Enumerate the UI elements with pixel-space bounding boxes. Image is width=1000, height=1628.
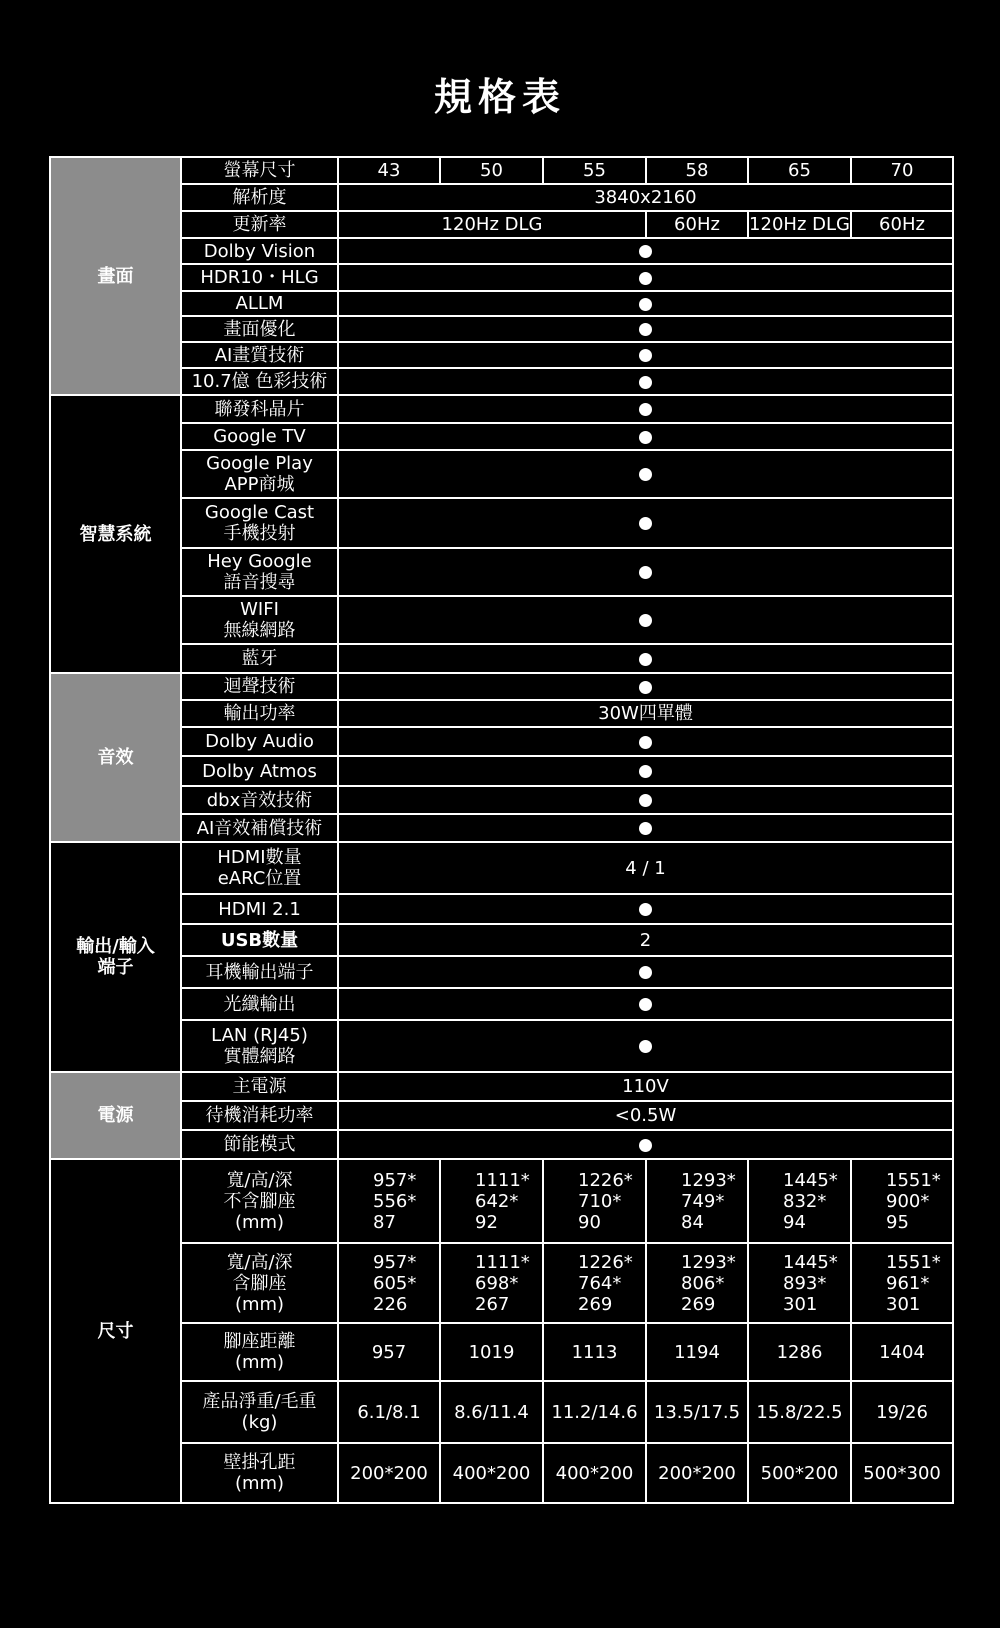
refresh-value-43-55: 120Hz DLG <box>338 211 646 238</box>
weight-43: 6.1/8.1 <box>338 1381 440 1443</box>
dimensions-stand-50: 1111* 698* 267 <box>440 1243 543 1323</box>
vesa-50: 400*200 <box>440 1443 543 1503</box>
google-cast-label: Google Cast 手機投射 <box>181 498 338 548</box>
size-65: 65 <box>748 157 851 184</box>
dbx-label: dbx音效技術 <box>181 786 338 814</box>
resolution-value: 3840x2160 <box>338 184 953 211</box>
supported-dot-icon <box>639 431 652 444</box>
standby-power-value: <0.5W <box>338 1101 953 1130</box>
supported-dot-icon <box>639 272 652 285</box>
main-power-value: 110V <box>338 1072 953 1101</box>
ai-sound-label: AI音效補償技術 <box>181 814 338 842</box>
refresh-value-58: 60Hz <box>646 211 748 238</box>
stand-distance-65: 1286 <box>748 1323 851 1381</box>
supported-dot-icon <box>639 966 652 979</box>
supported-dot-icon <box>639 298 652 311</box>
dolby-audio-label: Dolby Audio <box>181 727 338 756</box>
stand-distance-70: 1404 <box>851 1323 953 1381</box>
supported-dot-icon <box>639 517 652 530</box>
weight-58: 13.5/17.5 <box>646 1381 748 1443</box>
vesa-70: 500*300 <box>851 1443 953 1503</box>
dimensions-no-stand-58: 1293* 749* 84 <box>646 1159 748 1243</box>
stand-distance-50: 1019 <box>440 1323 543 1381</box>
supported-dot-icon <box>639 614 652 627</box>
google-tv-label: Google TV <box>181 423 338 450</box>
resolution-label: 解析度 <box>181 184 338 211</box>
screen-size-label: 螢幕尺寸 <box>181 157 338 184</box>
supported-dot-icon <box>639 653 652 666</box>
supported-dot-icon <box>639 736 652 749</box>
weight-50: 8.6/11.4 <box>440 1381 543 1443</box>
supported-dot-icon <box>639 376 652 389</box>
stand-distance-55: 1113 <box>543 1323 646 1381</box>
weight-55: 11.2/14.6 <box>543 1381 646 1443</box>
dimensions-no-stand-65: 1445* 832* 94 <box>748 1159 851 1243</box>
size-70: 70 <box>851 157 953 184</box>
main-power-label: 主電源 <box>181 1072 338 1101</box>
refresh-value-70: 60Hz <box>851 211 953 238</box>
supported-dot-icon <box>639 566 652 579</box>
dimensions-stand-58: 1293* 806* 269 <box>646 1243 748 1323</box>
size-58: 58 <box>646 157 748 184</box>
size-50: 50 <box>440 157 543 184</box>
wifi-label: WIFI 無線網路 <box>181 596 338 644</box>
dimensions-stand-55: 1226* 764* 269 <box>543 1243 646 1323</box>
stand-distance-43: 957 <box>338 1323 440 1381</box>
vesa-label: 壁掛孔距 (mm) <box>181 1443 338 1503</box>
weight-65: 15.8/22.5 <box>748 1381 851 1443</box>
supported-dot-icon <box>639 794 652 807</box>
supported-dot-icon <box>639 323 652 336</box>
supported-dot-icon <box>639 1139 652 1152</box>
eco-mode-label: 節能模式 <box>181 1130 338 1159</box>
dimensions-stand-70: 1551* 961* 301 <box>851 1243 953 1323</box>
dolby-vision-label: Dolby Vision <box>181 238 338 264</box>
category-smart: 智慧系統 <box>50 395 181 673</box>
category-picture: 畫面 <box>50 157 181 395</box>
supported-dot-icon <box>639 468 652 481</box>
supported-dot-icon <box>639 681 652 694</box>
supported-dot-icon <box>639 403 652 416</box>
refresh-label: 更新率 <box>181 211 338 238</box>
dimensions-stand-65: 1445* 893* 301 <box>748 1243 851 1323</box>
weight-70: 19/26 <box>851 1381 953 1443</box>
page-title: 規格表 <box>433 75 566 119</box>
bluetooth-label: 藍牙 <box>181 644 338 673</box>
category-power: 電源 <box>50 1072 181 1159</box>
supported-dot-icon <box>639 903 652 916</box>
weight-label: 產品淨重/毛重 (kg) <box>181 1381 338 1443</box>
supported-dot-icon <box>639 349 652 362</box>
spec-table <box>49 156 954 1504</box>
dimensions-stand-label: 寬/高/深 含腳座 (mm) <box>181 1243 338 1323</box>
category-io: 輸出/輸入 端子 <box>50 842 181 1072</box>
headphone-label: 耳機輸出端子 <box>181 956 338 988</box>
category-size: 尺寸 <box>50 1159 181 1503</box>
dimensions-stand-43: 957* 605* 226 <box>338 1243 440 1323</box>
dimensions-no-stand-70: 1551* 900* 95 <box>851 1159 953 1243</box>
google-play-label: Google Play APP商城 <box>181 450 338 498</box>
output-power-value: 30W四單體 <box>338 700 953 727</box>
dimensions-no-stand-50: 1111* 642* 92 <box>440 1159 543 1243</box>
dolby-atmos-label: Dolby Atmos <box>181 756 338 786</box>
color-tech-label: 10.7億 色彩技術 <box>181 368 338 395</box>
supported-dot-icon <box>639 765 652 778</box>
hey-google-label: Hey Google 語音搜尋 <box>181 548 338 596</box>
allm-label: ALLM <box>181 291 338 316</box>
usb-count-label: USB數量 <box>181 924 338 956</box>
hdr-label: HDR10・HLG <box>181 264 338 291</box>
hdmi-count-value: 4 / 1 <box>338 842 953 894</box>
vesa-55: 400*200 <box>543 1443 646 1503</box>
size-55: 55 <box>543 157 646 184</box>
output-power-label: 輸出功率 <box>181 700 338 727</box>
lan-label: LAN (RJ45) 實體網路 <box>181 1020 338 1072</box>
supported-dot-icon <box>639 1040 652 1053</box>
optical-label: 光纖輸出 <box>181 988 338 1020</box>
dimensions-no-stand-label: 寬/高/深 不含腳座 (mm) <box>181 1159 338 1243</box>
supported-dot-icon <box>639 245 652 258</box>
dimensions-no-stand-43: 957* 556* 87 <box>338 1159 440 1243</box>
usb-count-value: 2 <box>338 924 953 956</box>
refresh-value-65: 120Hz DLG <box>748 211 851 238</box>
hdmi-count-label: HDMI數量 eARC位置 <box>181 842 338 894</box>
category-audio: 音效 <box>50 673 181 842</box>
supported-dot-icon <box>639 822 652 835</box>
vesa-43: 200*200 <box>338 1443 440 1503</box>
vesa-65: 500*200 <box>748 1443 851 1503</box>
supported-dot-icon <box>639 998 652 1011</box>
standby-power-label: 待機消耗功率 <box>181 1101 338 1130</box>
ai-picture-label: AI畫質技術 <box>181 342 338 368</box>
echo-label: 迴聲技術 <box>181 673 338 700</box>
picture-enhance-label: 畫面優化 <box>181 316 338 342</box>
chip-label: 聯發科晶片 <box>181 395 338 423</box>
hdmi21-label: HDMI 2.1 <box>181 894 338 924</box>
size-43: 43 <box>338 157 440 184</box>
stand-distance-label: 腳座距離 (mm) <box>181 1323 338 1381</box>
stand-distance-58: 1194 <box>646 1323 748 1381</box>
vesa-58: 200*200 <box>646 1443 748 1503</box>
dimensions-no-stand-55: 1226* 710* 90 <box>543 1159 646 1243</box>
